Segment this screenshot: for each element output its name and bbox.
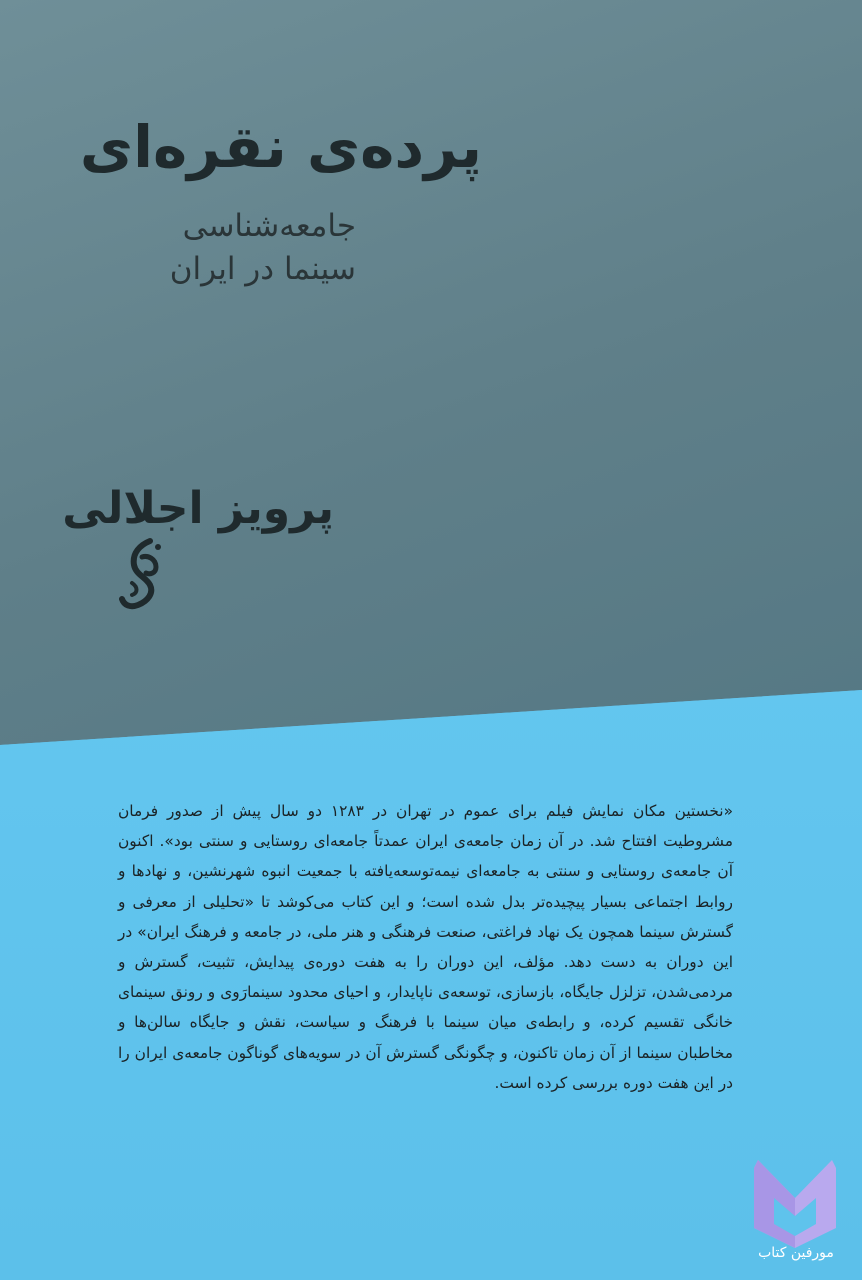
store-watermark-label: مورفین کتاب — [758, 1245, 834, 1261]
publisher-logo-icon — [112, 535, 172, 615]
back-cover-blurb — [118, 796, 733, 1098]
subtitle-line-1: جامعه‌شناسی — [182, 208, 356, 244]
book-subtitle — [170, 205, 356, 291]
book-title: پرده‌ی نقره‌ای — [79, 113, 482, 181]
blurb-paragraph: «نخستین مکان نمایش فیلم برای عموم در تهران در ۱۲۸۳ دو سال پیش از صدور فرمان مشروطیت افتتاح شد. در آن زمان جامعه‌ی ایران عمدتاً جامعه‌ای روستایی و سنتی بود». اکنون آن جامعه‌ی روستایی و سنتی به جامعه‌ای نیمه‌توسعه‌یافته با جمعیت انبوه شهرنشین، و نهادها و روابط اجتماعی بسیار پیچیده‌تر بدل شده است؛ و این کتاب می‌کوشد تا «تحلیلی از معرفی و گسترش سینما همچون یک نهاد فراغتی، صنعت فرهنگی و هنر ملی، در جامعه و فرهنگ ایران» در این دوران به دست دهد. مؤلف، این دوران را به هفت دوره‌ی پیدایش، تثبیت، گسترش و مردمی‌شدن، تزلزل جایگاه، بازسازی، توسعه‌ی ناپایدار، و احیای محدود سینمارَوی و رونق سینمای خانگی تقسیم کرده، و رابطه‌ی میان سینما با فرهنگ و سیاست، نقش و جایگاه سالن‌ها و مخاطبان سینما از آن زمان تاکنون، و چگونگی گسترش آن در سویه‌های گوناگون جامعه‌ی ایران را در این هفت دوره بررسی کرده است. — [118, 802, 733, 1092]
subtitle-line-2: سینما در ایران — [169, 251, 356, 287]
author-name: پرویز اجلالی — [62, 483, 334, 534]
